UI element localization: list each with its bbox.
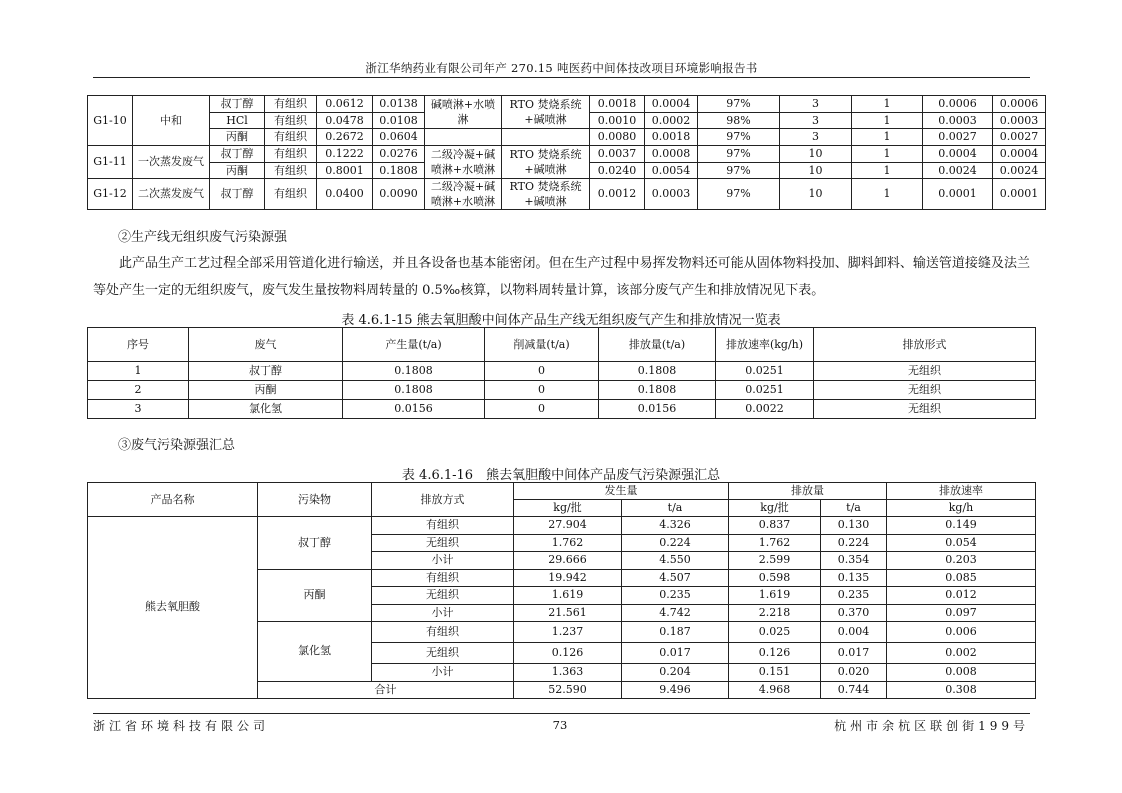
cell-empty bbox=[502, 129, 590, 146]
column-header: 排放速率(kg/h) bbox=[716, 328, 814, 362]
cell: 10 bbox=[780, 146, 852, 163]
cell: 0.008 bbox=[887, 664, 1036, 682]
cell: 0.0276 bbox=[373, 146, 425, 163]
cell: 0.0022 bbox=[716, 400, 814, 419]
cell: 0.0156 bbox=[343, 400, 485, 419]
cell: 0.203 bbox=[887, 552, 1036, 570]
cell: 小计 bbox=[372, 552, 514, 570]
table-row bbox=[88, 146, 1046, 163]
cell: 0.204 bbox=[622, 664, 729, 682]
cell: 0.235 bbox=[821, 587, 887, 605]
column-header: 排放速率 bbox=[887, 483, 1036, 500]
cell: 1 bbox=[852, 129, 923, 146]
column-header: 产生量(t/a) bbox=[343, 328, 485, 362]
cell: 0.837 bbox=[729, 517, 821, 535]
cell: 0.004 bbox=[821, 622, 887, 643]
emission-type: 有组织 bbox=[265, 96, 317, 113]
cell: 0.0054 bbox=[645, 162, 698, 179]
column-header: 发生量 bbox=[514, 483, 729, 500]
table-header-row bbox=[88, 328, 1036, 362]
cell: 0.126 bbox=[729, 643, 821, 664]
pollutant: 叔丁醇 bbox=[258, 517, 372, 570]
cell: 1.619 bbox=[514, 587, 622, 605]
process-name: 一次蒸发废气 bbox=[133, 146, 210, 179]
fugitive-emission-table bbox=[87, 327, 1036, 419]
treatment: 碱喷淋+水喷淋 bbox=[425, 96, 502, 129]
pollutant: 丙酮 bbox=[210, 162, 265, 179]
unit-header: kg/批 bbox=[514, 500, 622, 517]
pollutant: HCl bbox=[210, 112, 265, 129]
unit-header: kg/批 bbox=[729, 500, 821, 517]
cell: 2 bbox=[88, 381, 189, 400]
cell: 0.020 bbox=[821, 664, 887, 682]
treatment: 二级冷凝+碱喷淋+水喷淋 bbox=[425, 179, 502, 210]
cell: 0.0006 bbox=[923, 96, 993, 113]
efficiency: 97% bbox=[698, 96, 780, 113]
footer-address: 杭州市余杭区联创街199号 bbox=[834, 719, 1029, 733]
organized-emission-table bbox=[87, 95, 1046, 210]
cell: 无组织 bbox=[372, 534, 514, 552]
cell: 0.085 bbox=[887, 569, 1036, 587]
table-row bbox=[88, 381, 1036, 400]
cell: 0.126 bbox=[514, 643, 622, 664]
process-name: 中和 bbox=[133, 96, 210, 146]
efficiency: 97% bbox=[698, 129, 780, 146]
table-row bbox=[88, 179, 1046, 210]
cell: 1 bbox=[88, 362, 189, 381]
cell: 0.130 bbox=[821, 517, 887, 535]
cell: 0.0240 bbox=[590, 162, 645, 179]
treatment-system: RTO 焚烧系统+碱喷淋 bbox=[502, 179, 590, 210]
cell: 0.370 bbox=[821, 604, 887, 622]
cell: 4.742 bbox=[622, 604, 729, 622]
emission-summary-table bbox=[87, 482, 1036, 699]
cell: 3 bbox=[780, 129, 852, 146]
section-heading: ③废气污染源强汇总 bbox=[118, 438, 236, 453]
efficiency: 97% bbox=[698, 179, 780, 210]
efficiency: 97% bbox=[698, 146, 780, 163]
unit-header: kg/h bbox=[887, 500, 1036, 517]
cell: 0.0001 bbox=[993, 179, 1046, 210]
unit-header: t/a bbox=[821, 500, 887, 517]
cell: 叔丁醇 bbox=[189, 362, 343, 381]
cell: 氯化氢 bbox=[189, 400, 343, 419]
cell: 0.0138 bbox=[373, 96, 425, 113]
table-row bbox=[88, 400, 1036, 419]
cell: 0.025 bbox=[729, 622, 821, 643]
cell: 0.1808 bbox=[343, 381, 485, 400]
cell: 小计 bbox=[372, 604, 514, 622]
cell: 0.135 bbox=[821, 569, 887, 587]
cell: 0.0001 bbox=[923, 179, 993, 210]
cell: 0.224 bbox=[622, 534, 729, 552]
page-number: 73 bbox=[552, 718, 568, 732]
cell: 0.0027 bbox=[993, 129, 1046, 146]
footer-company: 浙江省环境科技有限公司 bbox=[93, 719, 270, 733]
cell: 0.0006 bbox=[993, 96, 1046, 113]
cell: 10 bbox=[780, 179, 852, 210]
cell: 丙酮 bbox=[189, 381, 343, 400]
unit-header: t/a bbox=[622, 500, 729, 517]
cell: 0 bbox=[485, 362, 599, 381]
cell: 1 bbox=[852, 146, 923, 163]
pollutant: 氯化氢 bbox=[258, 622, 372, 682]
cell: 0.1222 bbox=[317, 146, 373, 163]
cell: 0.0612 bbox=[317, 96, 373, 113]
header-rule bbox=[93, 77, 1030, 78]
efficiency: 97% bbox=[698, 162, 780, 179]
pollutant: 叔丁醇 bbox=[210, 96, 265, 113]
cell: 3 bbox=[88, 400, 189, 419]
cell: 0.017 bbox=[622, 643, 729, 664]
cell: 1.363 bbox=[514, 664, 622, 682]
table-caption: 表 4.6.1-15 熊去氧胆酸中间体产品生产线无组织废气产生和排放情况一览表 bbox=[341, 313, 781, 328]
table-row bbox=[88, 517, 1036, 535]
cell: 有组织 bbox=[372, 622, 514, 643]
cell: 10 bbox=[780, 162, 852, 179]
cell: 1 bbox=[852, 162, 923, 179]
cell: 无组织 bbox=[814, 362, 1036, 381]
cell: 无组织 bbox=[814, 381, 1036, 400]
cell: 0.0027 bbox=[923, 129, 993, 146]
table-row bbox=[88, 96, 1046, 113]
column-header: 产品名称 bbox=[88, 483, 258, 517]
cell: 0.0010 bbox=[590, 112, 645, 129]
cell: 0.097 bbox=[887, 604, 1036, 622]
cell-empty bbox=[425, 129, 502, 146]
treatment: 二级冷凝+碱喷淋+水喷淋 bbox=[425, 146, 502, 179]
cell: 4.550 bbox=[622, 552, 729, 570]
cell: 0.235 bbox=[622, 587, 729, 605]
body-paragraph: 此产品生产工艺过程全部采用管道化进行输送，并且各设备也基本能密闭。但在生产过程中易挥发物料还可能从固体物料投加、脚料卸料、输送管道接缝及法兰等处产生一定的无组织废气，废气发生量按物料周转量的 0.5‰核算，以物料周转量计算，该部分废气产生和排放情况见下表。 bbox=[93, 256, 1030, 298]
cell: 0.0008 bbox=[645, 146, 698, 163]
source-id: G1-11 bbox=[88, 146, 133, 179]
cell: 0.054 bbox=[887, 534, 1036, 552]
process-name: 二次蒸发废气 bbox=[133, 179, 210, 210]
cell: 0.1808 bbox=[343, 362, 485, 381]
cell: 1.762 bbox=[514, 534, 622, 552]
cell: 0.012 bbox=[887, 587, 1036, 605]
cell: 0.0002 bbox=[645, 112, 698, 129]
cell: 29.666 bbox=[514, 552, 622, 570]
column-header: 排放方式 bbox=[372, 483, 514, 517]
cell: 0.0251 bbox=[716, 381, 814, 400]
cell: 0.0024 bbox=[923, 162, 993, 179]
emission-type: 有组织 bbox=[265, 129, 317, 146]
pollutant: 叔丁醇 bbox=[210, 146, 265, 163]
cell: 小计 bbox=[372, 664, 514, 682]
emission-type: 有组织 bbox=[265, 162, 317, 179]
cell: 1 bbox=[852, 96, 923, 113]
cell: 2.218 bbox=[729, 604, 821, 622]
footer-rule bbox=[93, 713, 1030, 714]
cell: 0.8001 bbox=[317, 162, 373, 179]
table-row bbox=[88, 129, 1046, 146]
pollutant: 叔丁醇 bbox=[210, 179, 265, 210]
source-id: G1-10 bbox=[88, 96, 133, 146]
cell: 3 bbox=[780, 96, 852, 113]
column-header: 序号 bbox=[88, 328, 189, 362]
cell: 0.1808 bbox=[599, 362, 716, 381]
cell: 0.002 bbox=[887, 643, 1036, 664]
treatment-system: RTO 焚烧系统+碱喷淋 bbox=[502, 146, 590, 179]
page-header-title: 浙江华纳药业有限公司年产 270.15 吨医药中间体技改项目环境影响报告书 bbox=[365, 61, 758, 75]
cell: 0.0012 bbox=[590, 179, 645, 210]
cell: 0.0018 bbox=[645, 129, 698, 146]
cell: 0.0108 bbox=[373, 112, 425, 129]
cell: 0.0604 bbox=[373, 129, 425, 146]
column-header: 排放量(t/a) bbox=[599, 328, 716, 362]
emission-type: 有组织 bbox=[265, 112, 317, 129]
cell: 4.507 bbox=[622, 569, 729, 587]
cell: 9.496 bbox=[622, 681, 729, 698]
cell: 0.224 bbox=[821, 534, 887, 552]
cell: 4.326 bbox=[622, 517, 729, 535]
cell: 0.1808 bbox=[599, 381, 716, 400]
table-header-row bbox=[88, 483, 1036, 500]
column-header: 排放形式 bbox=[814, 328, 1036, 362]
cell: 0.006 bbox=[887, 622, 1036, 643]
cell: 2.599 bbox=[729, 552, 821, 570]
cell: 0.0004 bbox=[645, 96, 698, 113]
cell: 0.017 bbox=[821, 643, 887, 664]
cell: 0.0037 bbox=[590, 146, 645, 163]
treatment-system: RTO 焚烧系统+碱喷淋 bbox=[502, 96, 590, 129]
cell: 0.187 bbox=[622, 622, 729, 643]
cell: 0.0003 bbox=[993, 112, 1046, 129]
cell: 0.598 bbox=[729, 569, 821, 587]
pollutant: 丙酮 bbox=[258, 569, 372, 622]
cell: 1.762 bbox=[729, 534, 821, 552]
cell: 19.942 bbox=[514, 569, 622, 587]
cell: 0 bbox=[485, 400, 599, 419]
cell: 有组织 bbox=[372, 569, 514, 587]
cell: 1 bbox=[852, 112, 923, 129]
column-header: 污染物 bbox=[258, 483, 372, 517]
cell: 0.0251 bbox=[716, 362, 814, 381]
cell: 无组织 bbox=[814, 400, 1036, 419]
cell: 0.0018 bbox=[590, 96, 645, 113]
cell: 0.0004 bbox=[993, 146, 1046, 163]
cell: 0.0024 bbox=[993, 162, 1046, 179]
cell: 0 bbox=[485, 381, 599, 400]
emission-type: 有组织 bbox=[265, 146, 317, 163]
cell: 3 bbox=[780, 112, 852, 129]
cell: 27.904 bbox=[514, 517, 622, 535]
cell: 4.968 bbox=[729, 681, 821, 698]
cell: 0.0400 bbox=[317, 179, 373, 210]
total-label: 合计 bbox=[258, 681, 514, 698]
section-heading: ②生产线无组织废气污染源强 bbox=[118, 230, 288, 245]
cell: 0.308 bbox=[887, 681, 1036, 698]
cell: 0.1808 bbox=[373, 162, 425, 179]
cell: 0.0478 bbox=[317, 112, 373, 129]
column-header: 排放量 bbox=[729, 483, 887, 500]
cell: 0.0003 bbox=[923, 112, 993, 129]
cell: 0.354 bbox=[821, 552, 887, 570]
cell: 0.0156 bbox=[599, 400, 716, 419]
cell: 1.619 bbox=[729, 587, 821, 605]
column-header: 废气 bbox=[189, 328, 343, 362]
product-name: 熊去氧胆酸 bbox=[88, 517, 258, 699]
cell: 0.744 bbox=[821, 681, 887, 698]
efficiency: 98% bbox=[698, 112, 780, 129]
cell: 21.561 bbox=[514, 604, 622, 622]
cell: 0.151 bbox=[729, 664, 821, 682]
column-header: 削减量(t/a) bbox=[485, 328, 599, 362]
cell: 0.0090 bbox=[373, 179, 425, 210]
cell: 无组织 bbox=[372, 587, 514, 605]
cell: 有组织 bbox=[372, 517, 514, 535]
cell: 0.0004 bbox=[923, 146, 993, 163]
table-row bbox=[88, 362, 1036, 381]
cell: 1 bbox=[852, 179, 923, 210]
source-id: G1-12 bbox=[88, 179, 133, 210]
cell: 0.0080 bbox=[590, 129, 645, 146]
cell: 无组织 bbox=[372, 643, 514, 664]
cell: 1.237 bbox=[514, 622, 622, 643]
pollutant: 丙酮 bbox=[210, 129, 265, 146]
cell: 0.149 bbox=[887, 517, 1036, 535]
cell: 52.590 bbox=[514, 681, 622, 698]
cell: 0.2672 bbox=[317, 129, 373, 146]
cell: 0.0003 bbox=[645, 179, 698, 210]
table-caption: 表 4.6.1-16 熊去氧胆酸中间体产品废气污染源强汇总 bbox=[401, 468, 721, 483]
emission-type: 有组织 bbox=[265, 179, 317, 210]
